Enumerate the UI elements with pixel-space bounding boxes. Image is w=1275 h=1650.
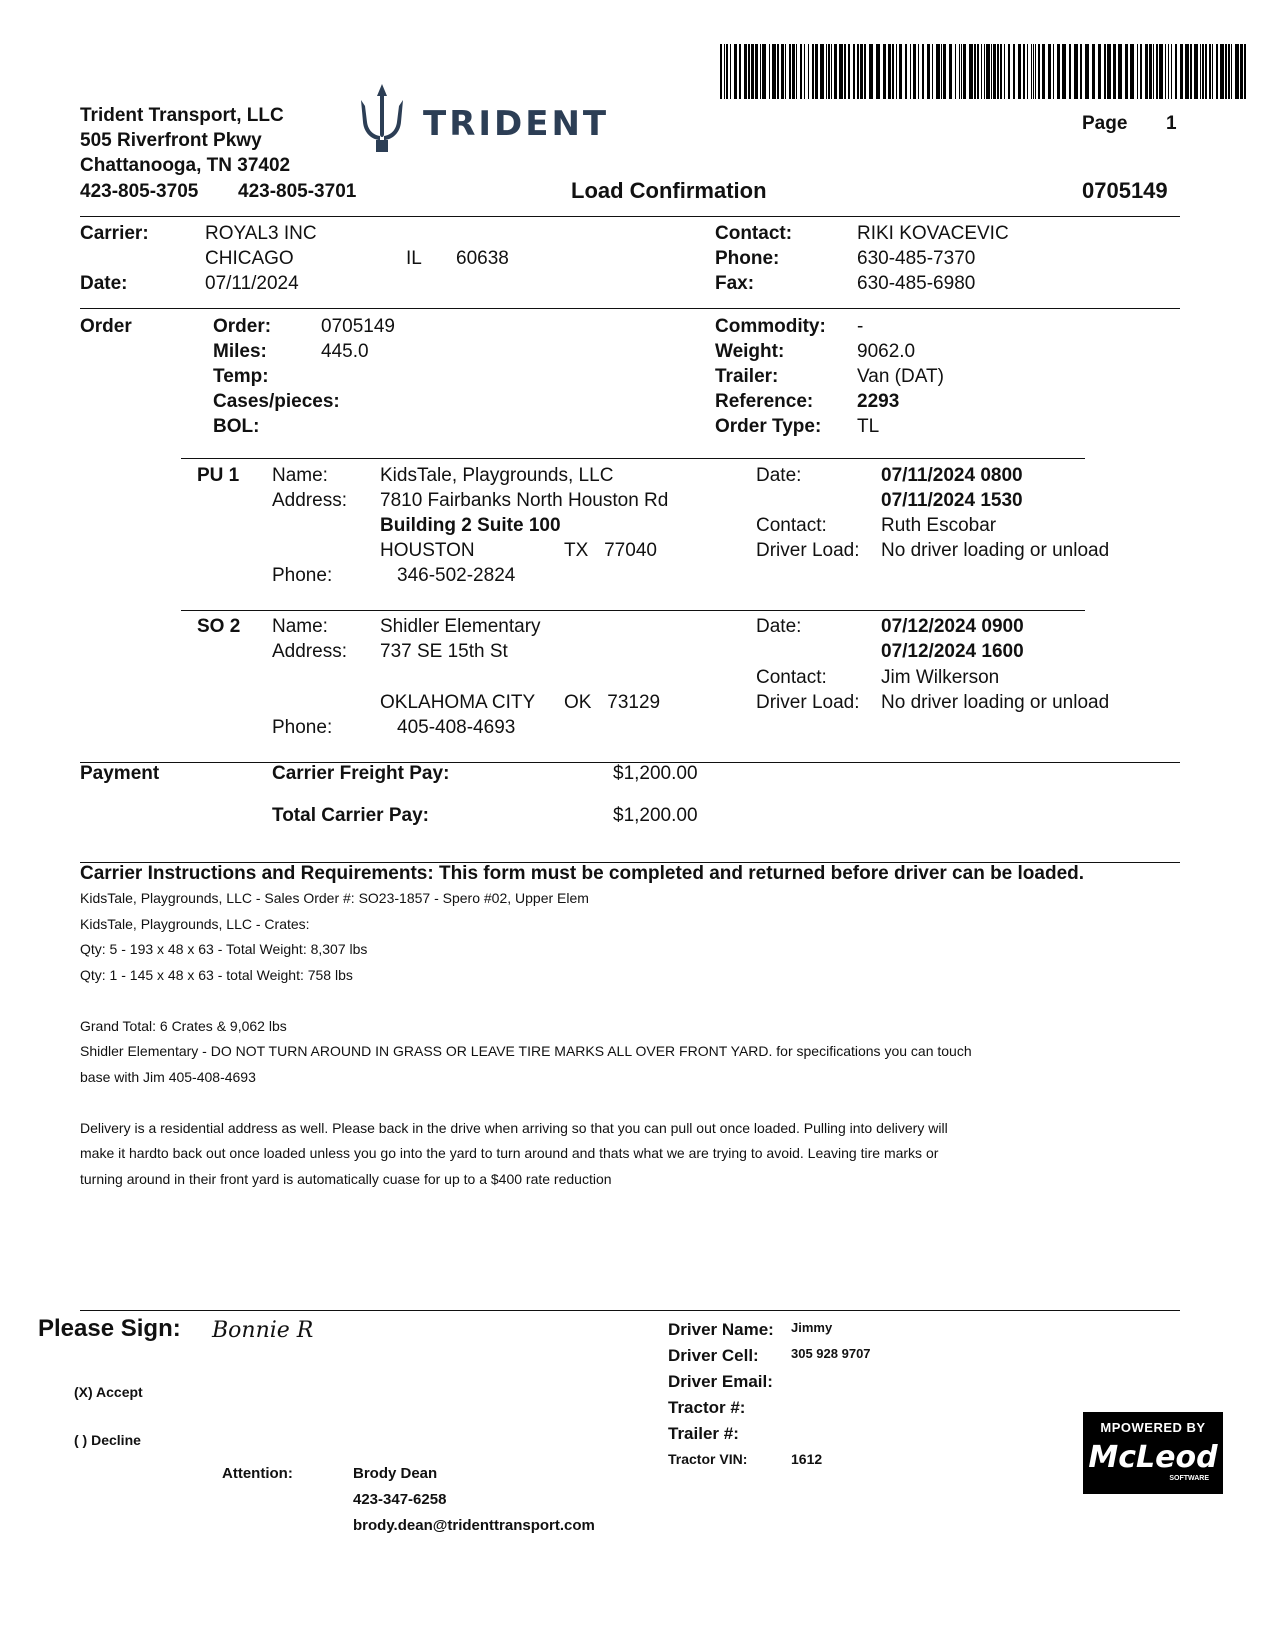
instruction-line: Qty: 1 - 145 x 48 x 63 - total Weight: 758 lbs: [80, 966, 353, 983]
driver-cell-label: Driver Cell:: [668, 1346, 759, 1365]
attention-label: Attention:: [222, 1465, 293, 1482]
divider: [80, 1310, 1180, 1311]
company-phone-2: 423-805-3701: [238, 181, 357, 202]
stop-address-label: Address:: [272, 490, 347, 511]
stop-phone: 405-408-4693: [397, 717, 516, 738]
driver-cell-value: 305 928 9707: [791, 1346, 871, 1361]
stop-driver-load: No driver loading or unload: [881, 540, 1110, 561]
carrier-label: Carrier:: [80, 223, 149, 244]
stop-date-2: 07/12/2024 1600: [881, 641, 1024, 662]
page-label: Page: [1082, 113, 1128, 134]
freight-pay-label: Carrier Freight Pay:: [272, 763, 450, 784]
total-pay-value: $1,200.00: [613, 805, 698, 826]
cases-label: Cases/pieces:: [213, 391, 340, 412]
driver-email-label: Driver Email:: [668, 1372, 773, 1391]
attention-name: Brody Dean: [353, 1465, 438, 1482]
fax-label: Fax:: [715, 273, 755, 294]
reference-label: Reference:: [715, 391, 814, 412]
stop-date-2: 07/11/2024 1530: [881, 490, 1023, 511]
stop-driver-load-label: Driver Load:: [756, 540, 860, 561]
bol-label: BOL:: [213, 416, 260, 437]
total-pay-label: Total Carrier Pay:: [272, 805, 429, 826]
divider: [693, 762, 1180, 763]
stop-driver-load: No driver loading or unload: [881, 692, 1110, 713]
driver-name-label: Driver Name:: [668, 1320, 774, 1339]
stop-driver-load-label: Driver Load:: [756, 692, 860, 713]
stop-phone-label: Phone:: [272, 565, 333, 586]
please-sign-label: Please Sign:: [38, 1315, 181, 1342]
stop-date-label: Date:: [756, 616, 802, 637]
instructions-heading: Carrier Instructions and Requirements: This form must be completed and returned before driver can be loaded.: [80, 863, 1085, 884]
stop-contact: Ruth Escobar: [881, 515, 997, 536]
document-number: 0705149: [1082, 178, 1168, 203]
instruction-line: KidsTale, Playgrounds, LLC - Crates:: [80, 915, 310, 932]
mcleod-logo-line1: MPOWERED BY: [1100, 1420, 1206, 1435]
trailer-value: Van (DAT): [857, 366, 944, 387]
contact-value: RIKI KOVACEVIC: [857, 223, 1009, 244]
instruction-line: Qty: 5 - 193 x 48 x 63 - Total Weight: 8,307 lbs: [80, 941, 368, 957]
tractor-label: Tractor #:: [668, 1398, 746, 1417]
tractor-vin-label: Tractor VIN:: [668, 1451, 748, 1467]
divider: [80, 216, 1180, 217]
stop-contact-label: Contact:: [756, 515, 827, 536]
temp-label: Temp:: [213, 366, 269, 387]
carrier-zip: 60638: [456, 248, 509, 269]
stop-address-1: 737 SE 15th St: [380, 641, 508, 662]
stop-date-1: 07/12/2024 0900: [881, 616, 1024, 637]
stop-name-label: Name:: [272, 616, 328, 637]
stop-date-label: Date:: [756, 465, 802, 486]
stop-contact: Jim Wilkerson: [881, 667, 1000, 688]
miles-label: Miles:: [213, 341, 267, 362]
stop-code: SO 2: [197, 616, 241, 637]
page-number: 1: [1166, 113, 1177, 134]
order-label: Order:: [213, 316, 272, 337]
driver-name-value: Jimmy: [791, 1320, 833, 1335]
stop-city: HOUSTON: [380, 540, 475, 561]
barcode: [720, 44, 1248, 99]
order-section-label: Order: [80, 316, 132, 337]
stop-address-2: Building 2 Suite 100: [380, 515, 561, 536]
company-street: 505 Riverfront Pkwy: [80, 130, 262, 151]
divider: [181, 458, 1085, 459]
instruction-line: Grand Total: 6 Crates & 9,062 lbs: [80, 1017, 287, 1034]
divider: [181, 610, 1085, 611]
stop-code: PU 1: [197, 465, 240, 486]
stop-state-zip: TX 77040: [564, 540, 657, 561]
stop-phone: 346-502-2824: [397, 565, 516, 586]
order-type-label: Order Type:: [715, 416, 822, 437]
instruction-line: Shidler Elementary - DO NOT TURN AROUND IN GRASS OR LEAVE TIRE MARKS ALL OVER FRONT YARD. for specifications you can touch: [80, 1043, 972, 1059]
carrier-date: 07/11/2024: [205, 273, 299, 294]
stop-contact-label: Contact:: [756, 667, 827, 688]
instruction-line: [80, 988, 972, 1014]
trident-icon: [355, 82, 409, 154]
instruction-line: Delivery is a residential address as well. Please back in the drive when arriving so that you can pull out once loaded. Pulling into delivery will: [80, 1119, 948, 1136]
contact-label: Contact:: [715, 223, 793, 244]
accept-option[interactable]: (X) Accept: [74, 1384, 143, 1400]
trailer-label: Trailer:: [715, 366, 779, 387]
instruction-line: base with Jim 405-408-4693: [80, 1068, 256, 1085]
carrier-name: ROYAL3 INC: [205, 223, 317, 244]
stop-name-label: Name:: [272, 465, 328, 486]
carrier-city: CHICAGO: [205, 248, 294, 269]
carrier-state: IL: [406, 248, 422, 269]
stop-name: Shidler Elementary: [380, 616, 541, 637]
signature[interactable]: Bonnie R: [212, 1318, 314, 1343]
weight-label: Weight:: [715, 341, 785, 362]
carrier-date-label: Date:: [80, 273, 128, 294]
fax-value: 630-485-6980: [857, 273, 976, 294]
instruction-line: [80, 1090, 972, 1116]
stop-name: KidsTale, Playgrounds, LLC: [380, 465, 614, 486]
stop-city: OKLAHOMA CITY: [380, 692, 536, 713]
page-title: Load Confirmation: [571, 178, 767, 203]
order-type-value: TL: [857, 416, 880, 437]
mcleod-logo-line3: SOFTWARE: [1169, 1475, 1209, 1482]
mcleod-logo: [1083, 1412, 1223, 1494]
stop-date-1: 07/11/2024 0800: [881, 465, 1023, 486]
company-name: Trident Transport, LLC: [80, 105, 284, 126]
miles-value: 445.0: [321, 341, 369, 362]
payment-section-label: Payment: [80, 763, 160, 784]
stop-state-zip: OK 73129: [564, 692, 661, 713]
instructions-body: [80, 886, 972, 1192]
tractor-vin-value: 1612: [791, 1451, 823, 1467]
stop-phone-label: Phone:: [272, 717, 333, 738]
attention-email[interactable]: brody.dean@tridenttransport.com: [353, 1517, 595, 1534]
stop-address-label: Address:: [272, 641, 347, 662]
divider: [80, 308, 1180, 309]
order-value: 0705149: [321, 316, 395, 337]
company-phone-1: 423-805-3705: [80, 181, 199, 202]
commodity-value: -: [857, 316, 864, 337]
company-city: Chattanooga, TN 37402: [80, 155, 291, 176]
phone-label: Phone:: [715, 248, 780, 269]
instruction-line: turning around in their front yard is automatically cuase for up to a $400 rate reduction: [80, 1170, 612, 1187]
instruction-line: make it hardto back out once loaded unless you go into the yard to turn around and thats what we are trying to avoid. Leaving tire marks or: [80, 1145, 939, 1161]
freight-pay-value: $1,200.00: [613, 763, 698, 784]
commodity-label: Commodity:: [715, 316, 826, 337]
mcleod-logo-line2: McLeod: [1088, 1440, 1218, 1475]
instruction-line: KidsTale, Playgrounds, LLC - Sales Order #: SO23-1857 - Spero #02, Upper Elem: [80, 890, 589, 906]
stop-address-1: 7810 Fairbanks North Houston Rd: [380, 490, 669, 511]
reference-value: 2293: [857, 391, 900, 412]
attention-phone: 423-347-6258: [353, 1491, 447, 1508]
trailer-number-label: Trailer #:: [668, 1424, 739, 1443]
phone-value: 630-485-7370: [857, 248, 976, 269]
weight-value: 9062.0: [857, 341, 916, 362]
decline-option[interactable]: ( ) Decline: [74, 1432, 141, 1448]
logo-text: TRIDENT: [423, 104, 610, 144]
